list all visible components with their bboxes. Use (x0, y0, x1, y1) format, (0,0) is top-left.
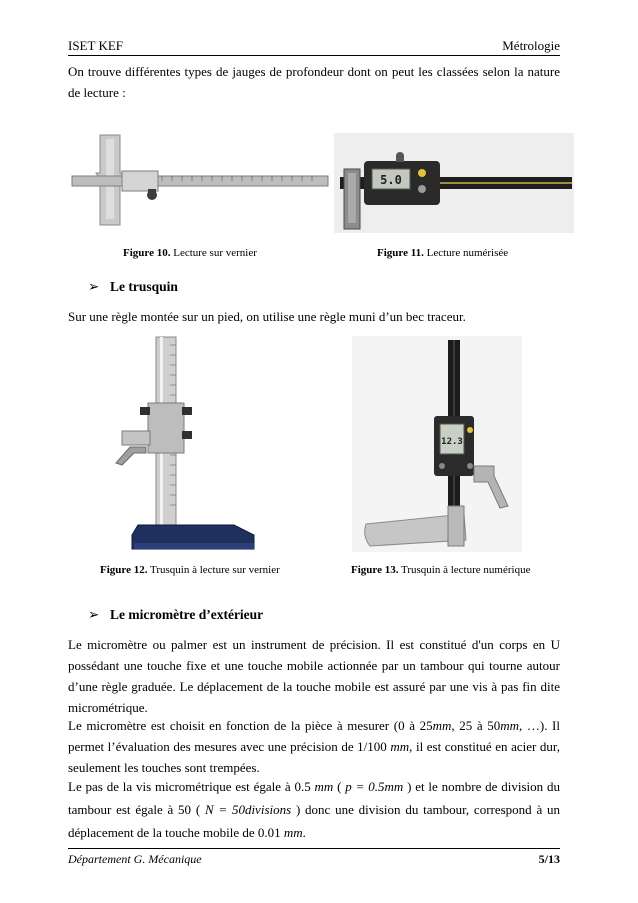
section-trusquin-heading (88, 279, 178, 295)
figure-12-text: Trusquin à lecture sur vernier (147, 564, 280, 576)
micrometre-paragraph-1: Le micromètre ou palmer est un instrument de précision. Il est constitué d'un corps en U possédant une touche fixe et une touche mobile actionnée par un tambour qui tourne autour d’une règle graduée. Le déplacement de la touche mobile est assuré par une vis à pas fin dite micrométrique. (68, 637, 560, 715)
section-trusquin-text: Sur une règle montée sur un pied, on utilise une règle muni d’un bec traceur. (68, 309, 466, 324)
p2-unit-2: mm (500, 718, 519, 733)
page-number: 5/13 (538, 852, 560, 866)
section-micrometre-heading (88, 607, 263, 623)
p2-unit-3: mm (390, 739, 410, 754)
p2-unit-1: mm (432, 718, 452, 733)
figure-13-number: Figure 13. (351, 564, 399, 576)
p2-text-b: , 25 à 50 (451, 718, 501, 733)
figure-13-lcd-value: 12.3 (441, 437, 463, 447)
figure-11-caption (377, 247, 508, 259)
figure-13-caption (351, 564, 530, 576)
micrometre-paragraph-2 (68, 715, 560, 778)
p3-text-a: Le pas de la vis micrométrique est égale à 0.5 (68, 779, 315, 794)
p3-unit-2: mm (283, 825, 303, 840)
micrometre-paragraph-3 (68, 775, 560, 844)
header-divider (68, 55, 560, 56)
header-right: Métrologie (502, 38, 560, 53)
figure-11-text: Lecture numérisée (423, 247, 509, 259)
figure-10-image (70, 133, 332, 231)
figure-11-image (334, 133, 574, 233)
p3-unit-1: mm (314, 779, 334, 794)
figure-12-caption (100, 564, 280, 576)
p3-text-c: ) et le nombre de division du tambour est égale à 50 ( (68, 779, 560, 817)
p3-text-d: ) donc une division du tambour, correspond à un déplacement de la touche mobile de 0.01 (68, 802, 560, 840)
arrow-bullet-icon: ➢ (88, 279, 100, 294)
section-trusquin-title: Le trusquin (110, 279, 178, 294)
section-micrometre-title: Le micromètre d’extérieur (110, 607, 264, 622)
p2-text-a: Le micromètre est choisit en fonction de la pièce à mesurer (0 à 25 (68, 718, 433, 733)
intro-paragraph: On trouve différentes types de jauges de profondeur dont on peut les classées selon la nature de lecture : (68, 64, 560, 100)
figure-10-text: Lecture sur vernier (170, 247, 257, 259)
figure-12-image (110, 335, 262, 551)
figure-12-number: Figure 12. (100, 564, 148, 576)
p2-text-d: , il est constitué en acier dur, seulement les touches sont trempées. (68, 739, 560, 775)
footer-divider (68, 848, 560, 849)
p3-text-e: . (302, 825, 306, 840)
p3-text-b: ( (333, 779, 346, 794)
header-left: ISET KEF (68, 38, 124, 53)
figure-10-number: Figure 10. (123, 247, 171, 259)
figure-11-lcd-value: 5.0 (380, 173, 402, 187)
p3-equation-pitch: p = 0.5mm (345, 779, 404, 794)
arrow-bullet-icon: ➢ (88, 607, 100, 622)
figure-11-number: Figure 11. (377, 247, 424, 259)
footer-department: Département G. Mécanique (68, 852, 202, 866)
figure-10-caption (123, 247, 257, 259)
figure-13-text: Trusquin à lecture numérique (398, 564, 531, 576)
p3-equation-divisions: N = 50divisions (204, 802, 292, 817)
figure-13-image (352, 336, 522, 552)
p2-text-c: , …). Il permet l’évaluation des mesures avec une précision de 1/100 (68, 718, 560, 754)
